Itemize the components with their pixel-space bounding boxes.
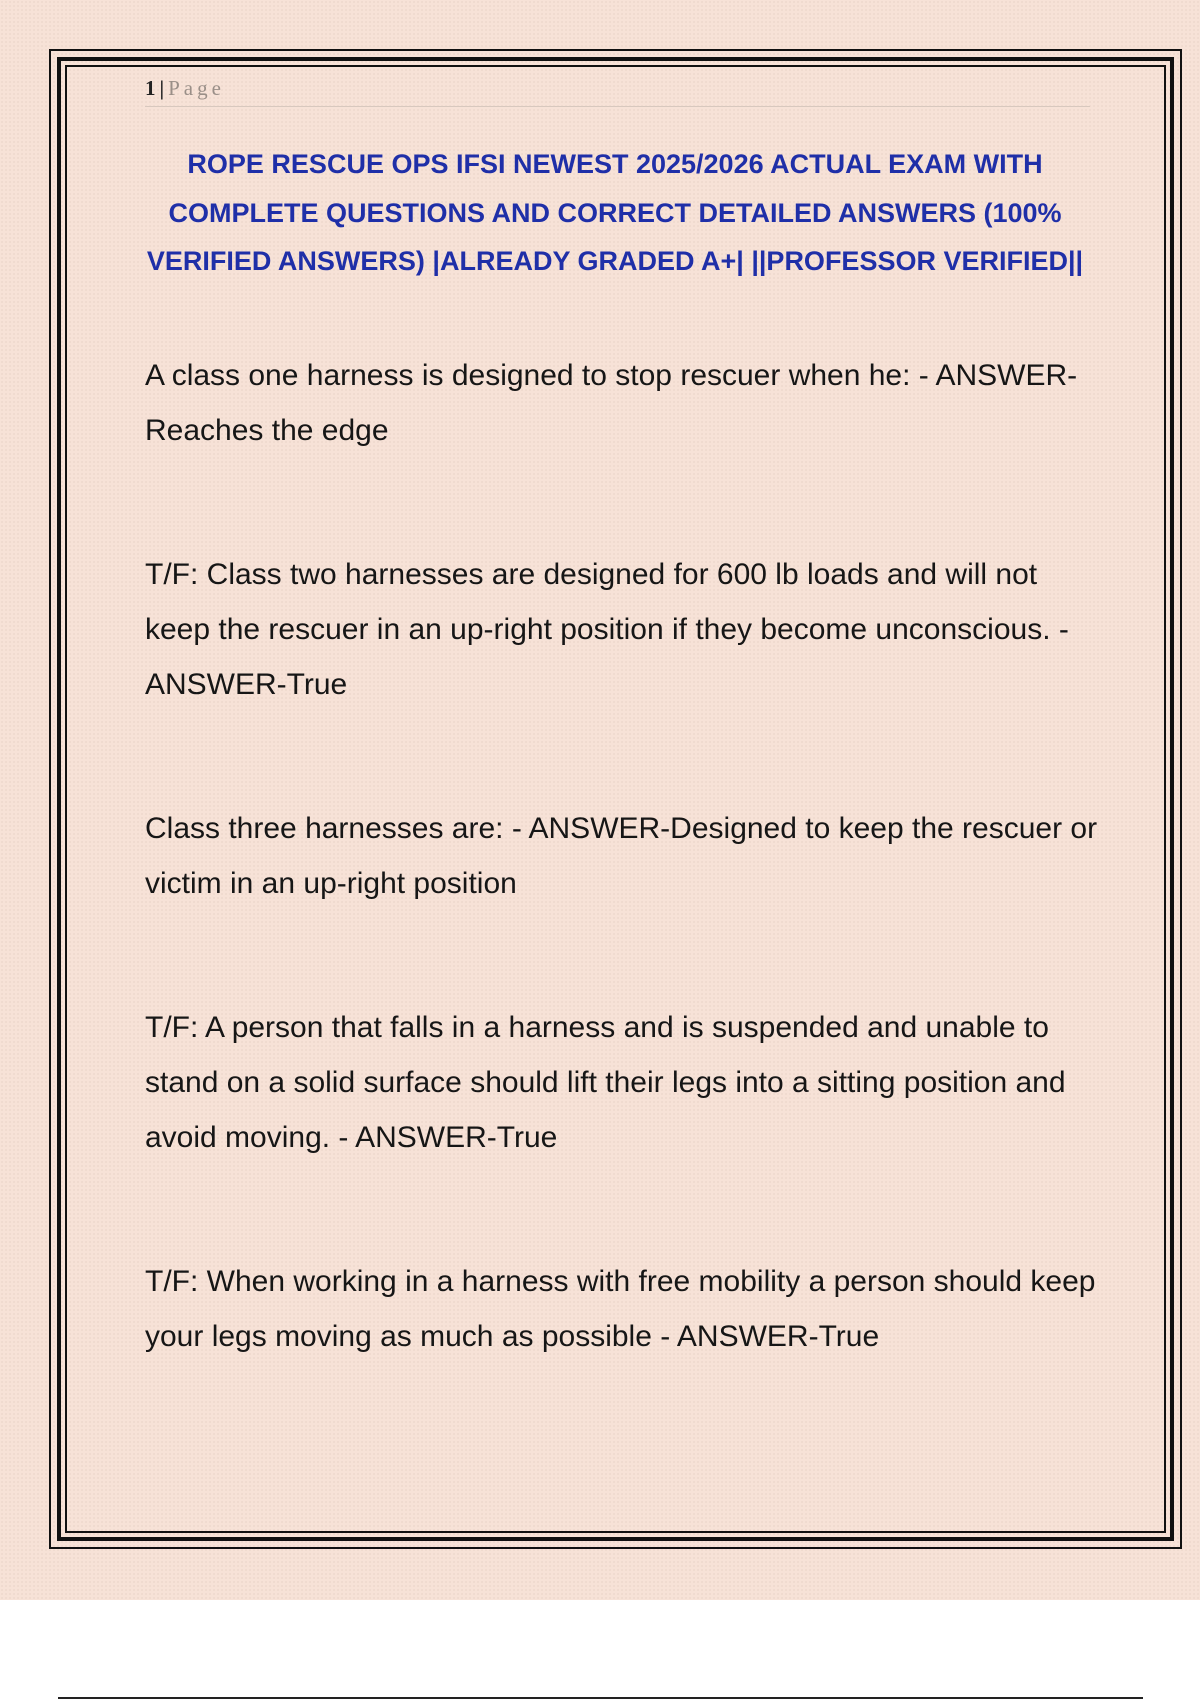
next-page-rule [58, 1697, 1143, 1699]
page-separator: | [159, 76, 165, 100]
document-title: ROPE RESCUE OPS IFSI NEWEST 2025/2026 ACTUAL EXAM WITH COMPLETE QUESTIONS AND CORRECT DETAILED ANSWERS (100% VERIFIED ANSWERS) |ALREADY GRADED A+| ||PROFESSOR VERIFIED|| [146, 149, 1084, 276]
qa-item: T/F: A person that falls in a harness and is suspended and unable to stand on a solid surface should lift their legs into a sitting position and avoid moving. - ANSWER-True [145, 1011, 1066, 1154]
page-header [145, 74, 1090, 107]
qa-list [145, 348, 1105, 1364]
qa-item: T/F: When working in a harness with free mobility a person should keep your legs moving as much as possible - ANSWER-True [145, 1265, 1096, 1353]
page-label: Page [168, 76, 225, 100]
qa-item: Class three harnesses are: - ANSWER-Designed to keep the rescuer or victim in an up-right position [145, 812, 1098, 900]
page-number: 1 [145, 76, 156, 100]
qa-item: A class one harness is designed to stop rescuer when he: - ANSWER-Reaches the edge [145, 359, 1078, 447]
qa-item: T/F: Class two harnesses are designed for 600 lb loads and will not keep the rescuer in an up-right position if they become unconscious. - ANSWER-True [145, 558, 1069, 701]
